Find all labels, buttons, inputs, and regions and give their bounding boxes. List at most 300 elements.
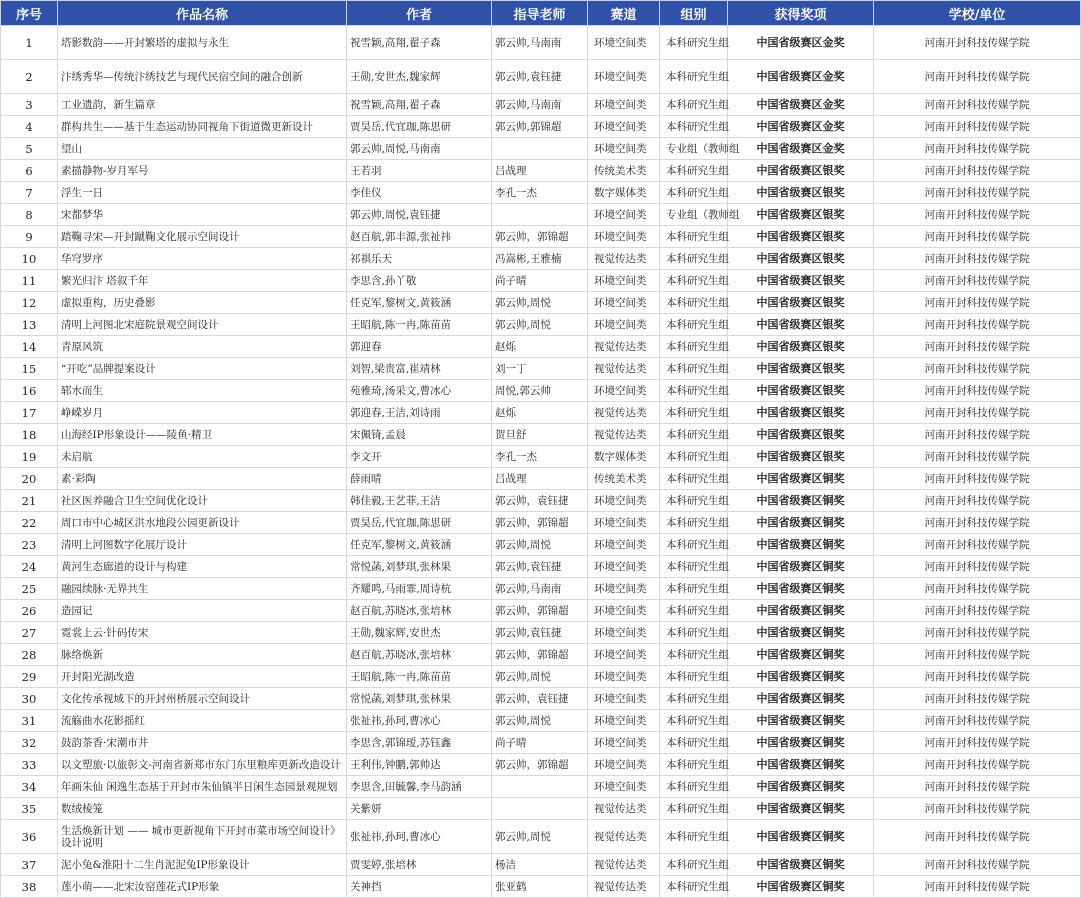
cell-award: 中国省级赛区银奖 bbox=[728, 358, 874, 380]
cell-authors: 赵百航,苏晓冰,张培林 bbox=[347, 644, 492, 666]
cell-award: 中国省级赛区铜奖 bbox=[728, 798, 874, 820]
table-row bbox=[1, 798, 1081, 820]
cell-group: 本科研究生组 bbox=[660, 292, 728, 314]
cell-title: 黄河生态廊道的设计与构建 bbox=[58, 556, 347, 578]
header-school: 学校/单位 bbox=[874, 1, 1081, 26]
cell-award: 中国省级赛区金奖 bbox=[728, 26, 874, 60]
table-row bbox=[1, 226, 1081, 248]
cell-title: 文化传承视域下的开封州桥展示空间设计 bbox=[58, 688, 347, 710]
cell-no: 3 bbox=[1, 94, 58, 116]
cell-group: 本科研究生组 bbox=[660, 402, 728, 424]
cell-track: 环境空间类 bbox=[588, 94, 660, 116]
cell-track: 环境空间类 bbox=[588, 270, 660, 292]
cell-award: 中国省级赛区铜奖 bbox=[728, 854, 874, 876]
cell-no: 13 bbox=[1, 314, 58, 336]
cell-school: 河南开封科技传媒学院 bbox=[874, 468, 1081, 490]
table-row bbox=[1, 60, 1081, 94]
cell-group: 本科研究生组 bbox=[660, 820, 728, 854]
cell-advisor: 吕战理 bbox=[492, 468, 588, 490]
header-row bbox=[1, 1, 1081, 26]
cell-advisor: 李孔一杰 bbox=[492, 446, 588, 468]
table-row bbox=[1, 402, 1081, 424]
cell-school: 河南开封科技传媒学院 bbox=[874, 336, 1081, 358]
cell-advisor: 郭云帅,周悦 bbox=[492, 820, 588, 854]
cell-group: 本科研究生组 bbox=[660, 798, 728, 820]
cell-group: 本科研究生组 bbox=[660, 446, 728, 468]
cell-group: 本科研究生组 bbox=[660, 226, 728, 248]
cell-advisor bbox=[492, 138, 588, 160]
cell-advisor: 郭云帅,周悦 bbox=[492, 710, 588, 732]
cell-authors: 祁祺乐天 bbox=[347, 248, 492, 270]
cell-advisor: 郭云帅,袁钰捷 bbox=[492, 622, 588, 644]
cell-title: 泥小兔&淮阳十二生肖泥泥兔IP形象设计 bbox=[58, 854, 347, 876]
cell-school: 河南开封科技传媒学院 bbox=[874, 578, 1081, 600]
cell-advisor: 郭云帅,周悦 bbox=[492, 666, 588, 688]
cell-no: 4 bbox=[1, 116, 58, 138]
cell-group: 本科研究生组 bbox=[660, 160, 728, 182]
cell-award: 中国省级赛区银奖 bbox=[728, 270, 874, 292]
table-row bbox=[1, 204, 1081, 226]
table-row bbox=[1, 534, 1081, 556]
cell-advisor: 郭云帅，郭锦超 bbox=[492, 512, 588, 534]
cell-school: 河南开封科技传媒学院 bbox=[874, 26, 1081, 60]
cell-award: 中国省级赛区银奖 bbox=[728, 446, 874, 468]
cell-authors: 王利伟,钟鹏,郭帅达 bbox=[347, 754, 492, 776]
cell-advisor: 郭云帅,郭锦超 bbox=[492, 116, 588, 138]
cell-title: 鼓韵茶香·宋潮市井 bbox=[58, 732, 347, 754]
cell-title: 郓水而生 bbox=[58, 380, 347, 402]
table-row bbox=[1, 116, 1081, 138]
table-row bbox=[1, 292, 1081, 314]
cell-authors: 赵百航,苏晓冰,张培林 bbox=[347, 600, 492, 622]
cell-advisor: 周悦,郭云帅 bbox=[492, 380, 588, 402]
cell-school: 河南开封科技传媒学院 bbox=[874, 160, 1081, 182]
cell-track: 环境空间类 bbox=[588, 26, 660, 60]
cell-title: 浮生一日 bbox=[58, 182, 347, 204]
cell-award: 中国省级赛区铜奖 bbox=[728, 512, 874, 534]
cell-group: 本科研究生组 bbox=[660, 556, 728, 578]
cell-authors: 张祉祎,孙珂,曹冰心 bbox=[347, 710, 492, 732]
cell-advisor bbox=[492, 776, 588, 798]
cell-advisor: 郭云帅,周悦 bbox=[492, 534, 588, 556]
cell-award: 中国省级赛区银奖 bbox=[728, 380, 874, 402]
table-row bbox=[1, 512, 1081, 534]
cell-group: 本科研究生组 bbox=[660, 622, 728, 644]
table-row bbox=[1, 854, 1081, 876]
cell-school: 河南开封科技传媒学院 bbox=[874, 512, 1081, 534]
cell-title: 塔影数韵——开封繁塔的虚拟与永生 bbox=[58, 26, 347, 60]
cell-school: 河南开封科技传媒学院 bbox=[874, 94, 1081, 116]
cell-track: 环境空间类 bbox=[588, 732, 660, 754]
cell-school: 河南开封科技传媒学院 bbox=[874, 358, 1081, 380]
cell-title: “开吃”品牌提案设计 bbox=[58, 358, 347, 380]
cell-group: 本科研究生组 bbox=[660, 666, 728, 688]
cell-no: 34 bbox=[1, 776, 58, 798]
cell-title: 霓裳上云·针码传宋 bbox=[58, 622, 347, 644]
cell-no: 1 bbox=[1, 26, 58, 60]
cell-school: 河南开封科技传媒学院 bbox=[874, 754, 1081, 776]
cell-authors: 贾昊岳,代宜珈,陈思研 bbox=[347, 116, 492, 138]
cell-group: 本科研究生组 bbox=[660, 116, 728, 138]
header-advisor: 指导老师 bbox=[492, 1, 588, 26]
cell-authors: 齐耀鸣,马雨霏,周诗杭 bbox=[347, 578, 492, 600]
cell-award: 中国省级赛区银奖 bbox=[728, 424, 874, 446]
cell-track: 视觉传达类 bbox=[588, 248, 660, 270]
cell-authors: 张祉祎,孙珂,曹冰心 bbox=[347, 820, 492, 854]
cell-authors: 刘智,梁贵富,崔靖林 bbox=[347, 358, 492, 380]
cell-advisor: 赵烁 bbox=[492, 336, 588, 358]
cell-award: 中国省级赛区铜奖 bbox=[728, 468, 874, 490]
cell-award: 中国省级赛区铜奖 bbox=[728, 820, 874, 854]
cell-group: 本科研究生组 bbox=[660, 754, 728, 776]
cell-award: 中国省级赛区金奖 bbox=[728, 116, 874, 138]
cell-title: 素·彩陶 bbox=[58, 468, 347, 490]
cell-title: 青原风筑 bbox=[58, 336, 347, 358]
cell-advisor: 郭云帅，郭锦超 bbox=[492, 644, 588, 666]
cell-school: 河南开封科技传媒学院 bbox=[874, 292, 1081, 314]
cell-award: 中国省级赛区银奖 bbox=[728, 292, 874, 314]
cell-authors: 常悦菡,刘梦琪,张林果 bbox=[347, 688, 492, 710]
cell-no: 18 bbox=[1, 424, 58, 446]
cell-advisor: 郭云帅,周悦 bbox=[492, 314, 588, 336]
cell-award: 中国省级赛区银奖 bbox=[728, 402, 874, 424]
cell-authors: 祝雪颖,高翔,翟子森 bbox=[347, 94, 492, 116]
cell-track: 视觉传达类 bbox=[588, 358, 660, 380]
cell-no: 6 bbox=[1, 160, 58, 182]
cell-authors: 郭迎春,王洁,刘诗雨 bbox=[347, 402, 492, 424]
table-row bbox=[1, 26, 1081, 60]
table-row bbox=[1, 270, 1081, 292]
cell-award: 中国省级赛区铜奖 bbox=[728, 666, 874, 688]
cell-group: 本科研究生组 bbox=[660, 854, 728, 876]
cell-no: 21 bbox=[1, 490, 58, 512]
cell-school: 河南开封科技传媒学院 bbox=[874, 776, 1081, 798]
cell-no: 12 bbox=[1, 292, 58, 314]
cell-group: 本科研究生组 bbox=[660, 776, 728, 798]
cell-no: 25 bbox=[1, 578, 58, 600]
cell-track: 环境空间类 bbox=[588, 116, 660, 138]
cell-school: 河南开封科技传媒学院 bbox=[874, 314, 1081, 336]
cell-authors: 李思含,孙丫敬 bbox=[347, 270, 492, 292]
cell-group: 本科研究生组 bbox=[660, 644, 728, 666]
cell-track: 环境空间类 bbox=[588, 644, 660, 666]
cell-title: 峥嵘岁月 bbox=[58, 402, 347, 424]
cell-title: 造园记 bbox=[58, 600, 347, 622]
cell-advisor: 杨洁 bbox=[492, 854, 588, 876]
table-row bbox=[1, 160, 1081, 182]
cell-track: 环境空间类 bbox=[588, 754, 660, 776]
cell-group: 本科研究生组 bbox=[660, 424, 728, 446]
cell-group: 本科研究生组 bbox=[660, 26, 728, 60]
cell-authors: 郭云帅,周悦,马南南 bbox=[347, 138, 492, 160]
cell-title: 生活焕新计划 —— 城市更新视角下开封市菜市场空间设计》设计说明 bbox=[58, 820, 347, 854]
cell-award: 中国省级赛区银奖 bbox=[728, 204, 874, 226]
cell-track: 环境空间类 bbox=[588, 710, 660, 732]
cell-authors: 任克军,黎树文,黄筱涵 bbox=[347, 534, 492, 556]
cell-authors: 王昭航,陈一冉,陈苗苗 bbox=[347, 666, 492, 688]
cell-track: 环境空间类 bbox=[588, 666, 660, 688]
cell-group: 本科研究生组 bbox=[660, 358, 728, 380]
cell-no: 2 bbox=[1, 60, 58, 94]
cell-school: 河南开封科技传媒学院 bbox=[874, 182, 1081, 204]
cell-school: 河南开封科技传媒学院 bbox=[874, 556, 1081, 578]
cell-title: 周口市中心城区洪水地段公园更新设计 bbox=[58, 512, 347, 534]
cell-no: 22 bbox=[1, 512, 58, 534]
cell-group: 本科研究生组 bbox=[660, 578, 728, 600]
cell-authors: 王若羽 bbox=[347, 160, 492, 182]
cell-no: 5 bbox=[1, 138, 58, 160]
cell-school: 河南开封科技传媒学院 bbox=[874, 380, 1081, 402]
cell-award: 中国省级赛区银奖 bbox=[728, 336, 874, 358]
cell-award: 中国省级赛区铜奖 bbox=[728, 710, 874, 732]
cell-authors: 王勋,安世杰,魏家辉 bbox=[347, 60, 492, 94]
cell-award: 中国省级赛区铜奖 bbox=[728, 600, 874, 622]
cell-school: 河南开封科技传媒学院 bbox=[874, 116, 1081, 138]
cell-advisor: 郭云帅，郭锦超 bbox=[492, 600, 588, 622]
header-authors: 作者 bbox=[347, 1, 492, 26]
cell-group: 本科研究生组 bbox=[660, 876, 728, 898]
header-track: 赛道 bbox=[588, 1, 660, 26]
cell-award: 中国省级赛区金奖 bbox=[728, 138, 874, 160]
cell-no: 24 bbox=[1, 556, 58, 578]
cell-title: 群构共生——基于生态运动协同视角下街道微更新设计 bbox=[58, 116, 347, 138]
cell-group: 本科研究生组 bbox=[660, 270, 728, 292]
cell-track: 环境空间类 bbox=[588, 138, 660, 160]
cell-authors: 任克军,黎树文,黄筱涵 bbox=[347, 292, 492, 314]
cell-advisor: 吕战理 bbox=[492, 160, 588, 182]
cell-group: 本科研究生组 bbox=[660, 710, 728, 732]
cell-track: 环境空间类 bbox=[588, 226, 660, 248]
cell-authors: 贾雯婷,张培林 bbox=[347, 854, 492, 876]
cell-authors: 祝雪颖,高翔,翟子森 bbox=[347, 26, 492, 60]
table-row bbox=[1, 446, 1081, 468]
cell-no: 30 bbox=[1, 688, 58, 710]
cell-group: 本科研究生组 bbox=[660, 314, 728, 336]
cell-authors: 常悦菡,刘梦琪,张林果 bbox=[347, 556, 492, 578]
cell-title: 以文塑旅·以旅彰文-河南省新郑市东门东里粮库更新改造设计 bbox=[58, 754, 347, 776]
cell-school: 河南开封科技传媒学院 bbox=[874, 798, 1081, 820]
cell-school: 河南开封科技传媒学院 bbox=[874, 710, 1081, 732]
cell-group: 专业组（教师组 bbox=[660, 138, 728, 160]
cell-authors: 赵百航,郭丰源,张祉祎 bbox=[347, 226, 492, 248]
cell-group: 本科研究生组 bbox=[660, 600, 728, 622]
cell-track: 环境空间类 bbox=[588, 600, 660, 622]
cell-authors: 薛雨晴 bbox=[347, 468, 492, 490]
cell-school: 河南开封科技传媒学院 bbox=[874, 204, 1081, 226]
cell-group: 本科研究生组 bbox=[660, 534, 728, 556]
cell-title: 开封阳光湖改造 bbox=[58, 666, 347, 688]
cell-no: 26 bbox=[1, 600, 58, 622]
cell-school: 河南开封科技传媒学院 bbox=[874, 666, 1081, 688]
cell-track: 环境空间类 bbox=[588, 534, 660, 556]
cell-school: 河南开封科技传媒学院 bbox=[874, 622, 1081, 644]
cell-school: 河南开封科技传媒学院 bbox=[874, 424, 1081, 446]
table-row bbox=[1, 820, 1081, 854]
cell-school: 河南开封科技传媒学院 bbox=[874, 226, 1081, 248]
cell-title: 宋都梦华 bbox=[58, 204, 347, 226]
header-no: 序号 bbox=[1, 1, 58, 26]
cell-group: 本科研究生组 bbox=[660, 512, 728, 534]
cell-authors: 韩佳毅,王艺菲,王洁 bbox=[347, 490, 492, 512]
cell-authors: 李思含,田毓馨,李马韵涵 bbox=[347, 776, 492, 798]
cell-school: 河南开封科技传媒学院 bbox=[874, 402, 1081, 424]
table-row bbox=[1, 622, 1081, 644]
cell-track: 视觉传达类 bbox=[588, 336, 660, 358]
cell-advisor: 贺旦舒 bbox=[492, 424, 588, 446]
table-row bbox=[1, 556, 1081, 578]
table-row bbox=[1, 380, 1081, 402]
cell-title: 脉络焕新 bbox=[58, 644, 347, 666]
cell-school: 河南开封科技传媒学院 bbox=[874, 534, 1081, 556]
table-row bbox=[1, 94, 1081, 116]
cell-no: 35 bbox=[1, 798, 58, 820]
cell-track: 视觉传达类 bbox=[588, 854, 660, 876]
cell-group: 本科研究生组 bbox=[660, 688, 728, 710]
cell-advisor: 郭云帅,袁钰捷 bbox=[492, 60, 588, 94]
cell-award: 中国省级赛区铜奖 bbox=[728, 644, 874, 666]
table-row bbox=[1, 468, 1081, 490]
cell-title: 工业遗韵，新生篇章 bbox=[58, 94, 347, 116]
cell-title: 清明上河图数字化展厅设计 bbox=[58, 534, 347, 556]
cell-no: 20 bbox=[1, 468, 58, 490]
cell-title: 莲小萌——北宋汝窑莲花式IP形象 bbox=[58, 876, 347, 898]
table-row bbox=[1, 754, 1081, 776]
cell-track: 环境空间类 bbox=[588, 512, 660, 534]
cell-award: 中国省级赛区铜奖 bbox=[728, 688, 874, 710]
cell-group: 本科研究生组 bbox=[660, 94, 728, 116]
cell-no: 27 bbox=[1, 622, 58, 644]
cell-title: 汴绣秀华—传统汴绣技艺与现代民宿空间的融合创新 bbox=[58, 60, 347, 94]
cell-group: 本科研究生组 bbox=[660, 60, 728, 94]
cell-authors: 李佳仪 bbox=[347, 182, 492, 204]
cell-track: 视觉传达类 bbox=[588, 798, 660, 820]
cell-award: 中国省级赛区银奖 bbox=[728, 314, 874, 336]
cell-track: 数字媒体类 bbox=[588, 446, 660, 468]
table-row bbox=[1, 336, 1081, 358]
cell-title: 流觞曲水花影摇红 bbox=[58, 710, 347, 732]
cell-no: 14 bbox=[1, 336, 58, 358]
cell-school: 河南开封科技传媒学院 bbox=[874, 490, 1081, 512]
table-row bbox=[1, 776, 1081, 798]
cell-group: 本科研究生组 bbox=[660, 182, 728, 204]
cell-advisor bbox=[492, 204, 588, 226]
cell-no: 32 bbox=[1, 732, 58, 754]
cell-no: 29 bbox=[1, 666, 58, 688]
cell-group: 本科研究生组 bbox=[660, 248, 728, 270]
table-row bbox=[1, 358, 1081, 380]
cell-track: 环境空间类 bbox=[588, 688, 660, 710]
cell-advisor: 郭云帅，郭锦超 bbox=[492, 754, 588, 776]
cell-group: 本科研究生组 bbox=[660, 468, 728, 490]
cell-authors: 郭迎春 bbox=[347, 336, 492, 358]
cell-advisor: 郭云帅，郭锦超 bbox=[492, 226, 588, 248]
table-row bbox=[1, 578, 1081, 600]
cell-award: 中国省级赛区铜奖 bbox=[728, 876, 874, 898]
cell-school: 河南开封科技传媒学院 bbox=[874, 600, 1081, 622]
header-award: 获得奖项 bbox=[728, 1, 874, 26]
table-row bbox=[1, 876, 1081, 898]
cell-track: 视觉传达类 bbox=[588, 820, 660, 854]
cell-no: 15 bbox=[1, 358, 58, 380]
cell-group: 本科研究生组 bbox=[660, 490, 728, 512]
cell-no: 8 bbox=[1, 204, 58, 226]
cell-no: 38 bbox=[1, 876, 58, 898]
table-row bbox=[1, 182, 1081, 204]
cell-track: 环境空间类 bbox=[588, 60, 660, 94]
cell-title: 踏鞠寻宋—开封蹴鞠文化展示空间设计 bbox=[58, 226, 347, 248]
cell-school: 河南开封科技传媒学院 bbox=[874, 138, 1081, 160]
cell-authors: 李思含,郭锦瑷,苏钰鑫 bbox=[347, 732, 492, 754]
cell-award: 中国省级赛区铜奖 bbox=[728, 578, 874, 600]
cell-no: 19 bbox=[1, 446, 58, 468]
cell-school: 河南开封科技传媒学院 bbox=[874, 688, 1081, 710]
cell-no: 28 bbox=[1, 644, 58, 666]
cell-title: 繁光归汴 塔叙千年 bbox=[58, 270, 347, 292]
cell-advisor: 郭云帅，袁钰捷 bbox=[492, 490, 588, 512]
cell-authors: 王昭航,陈一冉,陈苗苗 bbox=[347, 314, 492, 336]
cell-advisor: 郭云帅，袁钰捷 bbox=[492, 688, 588, 710]
cell-group: 专业组（教师组 bbox=[660, 204, 728, 226]
cell-authors: 关神挡 bbox=[347, 876, 492, 898]
cell-title: 清明上河图北宋庭院景观空间设计 bbox=[58, 314, 347, 336]
cell-authors: 王勋,魏家辉,安世杰 bbox=[347, 622, 492, 644]
cell-track: 环境空间类 bbox=[588, 622, 660, 644]
cell-school: 河南开封科技传媒学院 bbox=[874, 820, 1081, 854]
cell-advisor: 郭云帅,袁钰捷 bbox=[492, 556, 588, 578]
cell-award: 中国省级赛区银奖 bbox=[728, 160, 874, 182]
cell-track: 环境空间类 bbox=[588, 578, 660, 600]
cell-award: 中国省级赛区铜奖 bbox=[728, 490, 874, 512]
table-row bbox=[1, 490, 1081, 512]
cell-title: 虚拟重构，历史叠影 bbox=[58, 292, 347, 314]
cell-no: 9 bbox=[1, 226, 58, 248]
cell-award: 中国省级赛区银奖 bbox=[728, 182, 874, 204]
cell-authors: 郭云帅,周悦,袁钰捷 bbox=[347, 204, 492, 226]
cell-title: 年画朱仙 闲逸生态基于开封市朱仙镇半日闲生态园景观规划 bbox=[58, 776, 347, 798]
cell-no: 37 bbox=[1, 854, 58, 876]
cell-no: 17 bbox=[1, 402, 58, 424]
cell-title: 未启航 bbox=[58, 446, 347, 468]
cell-authors: 苑雅琦,汤采文,曹冰心 bbox=[347, 380, 492, 402]
cell-award: 中国省级赛区铜奖 bbox=[728, 732, 874, 754]
table-row bbox=[1, 732, 1081, 754]
cell-authors: 李文开 bbox=[347, 446, 492, 468]
cell-advisor: 郭云帅,周悦 bbox=[492, 292, 588, 314]
cell-track: 视觉传达类 bbox=[588, 876, 660, 898]
cell-track: 环境空间类 bbox=[588, 776, 660, 798]
table-row bbox=[1, 600, 1081, 622]
cell-title: 山海经IP形象设计——陵鱼·精卫 bbox=[58, 424, 347, 446]
table-row bbox=[1, 710, 1081, 732]
cell-school: 河南开封科技传媒学院 bbox=[874, 732, 1081, 754]
cell-track: 环境空间类 bbox=[588, 556, 660, 578]
cell-title: 数绒棱笼 bbox=[58, 798, 347, 820]
cell-advisor: 郭云帅,马南南 bbox=[492, 578, 588, 600]
cell-authors: 关紫妍 bbox=[347, 798, 492, 820]
cell-award: 中国省级赛区银奖 bbox=[728, 226, 874, 248]
cell-no: 31 bbox=[1, 710, 58, 732]
table-body bbox=[1, 26, 1081, 898]
cell-title: 望山 bbox=[58, 138, 347, 160]
cell-track: 环境空间类 bbox=[588, 204, 660, 226]
cell-school: 河南开封科技传媒学院 bbox=[874, 270, 1081, 292]
cell-advisor: 刘一丁 bbox=[492, 358, 588, 380]
table-row bbox=[1, 424, 1081, 446]
cell-authors: 宋佩锜,孟晨 bbox=[347, 424, 492, 446]
table-row bbox=[1, 644, 1081, 666]
cell-track: 环境空间类 bbox=[588, 490, 660, 512]
cell-award: 中国省级赛区铜奖 bbox=[728, 534, 874, 556]
